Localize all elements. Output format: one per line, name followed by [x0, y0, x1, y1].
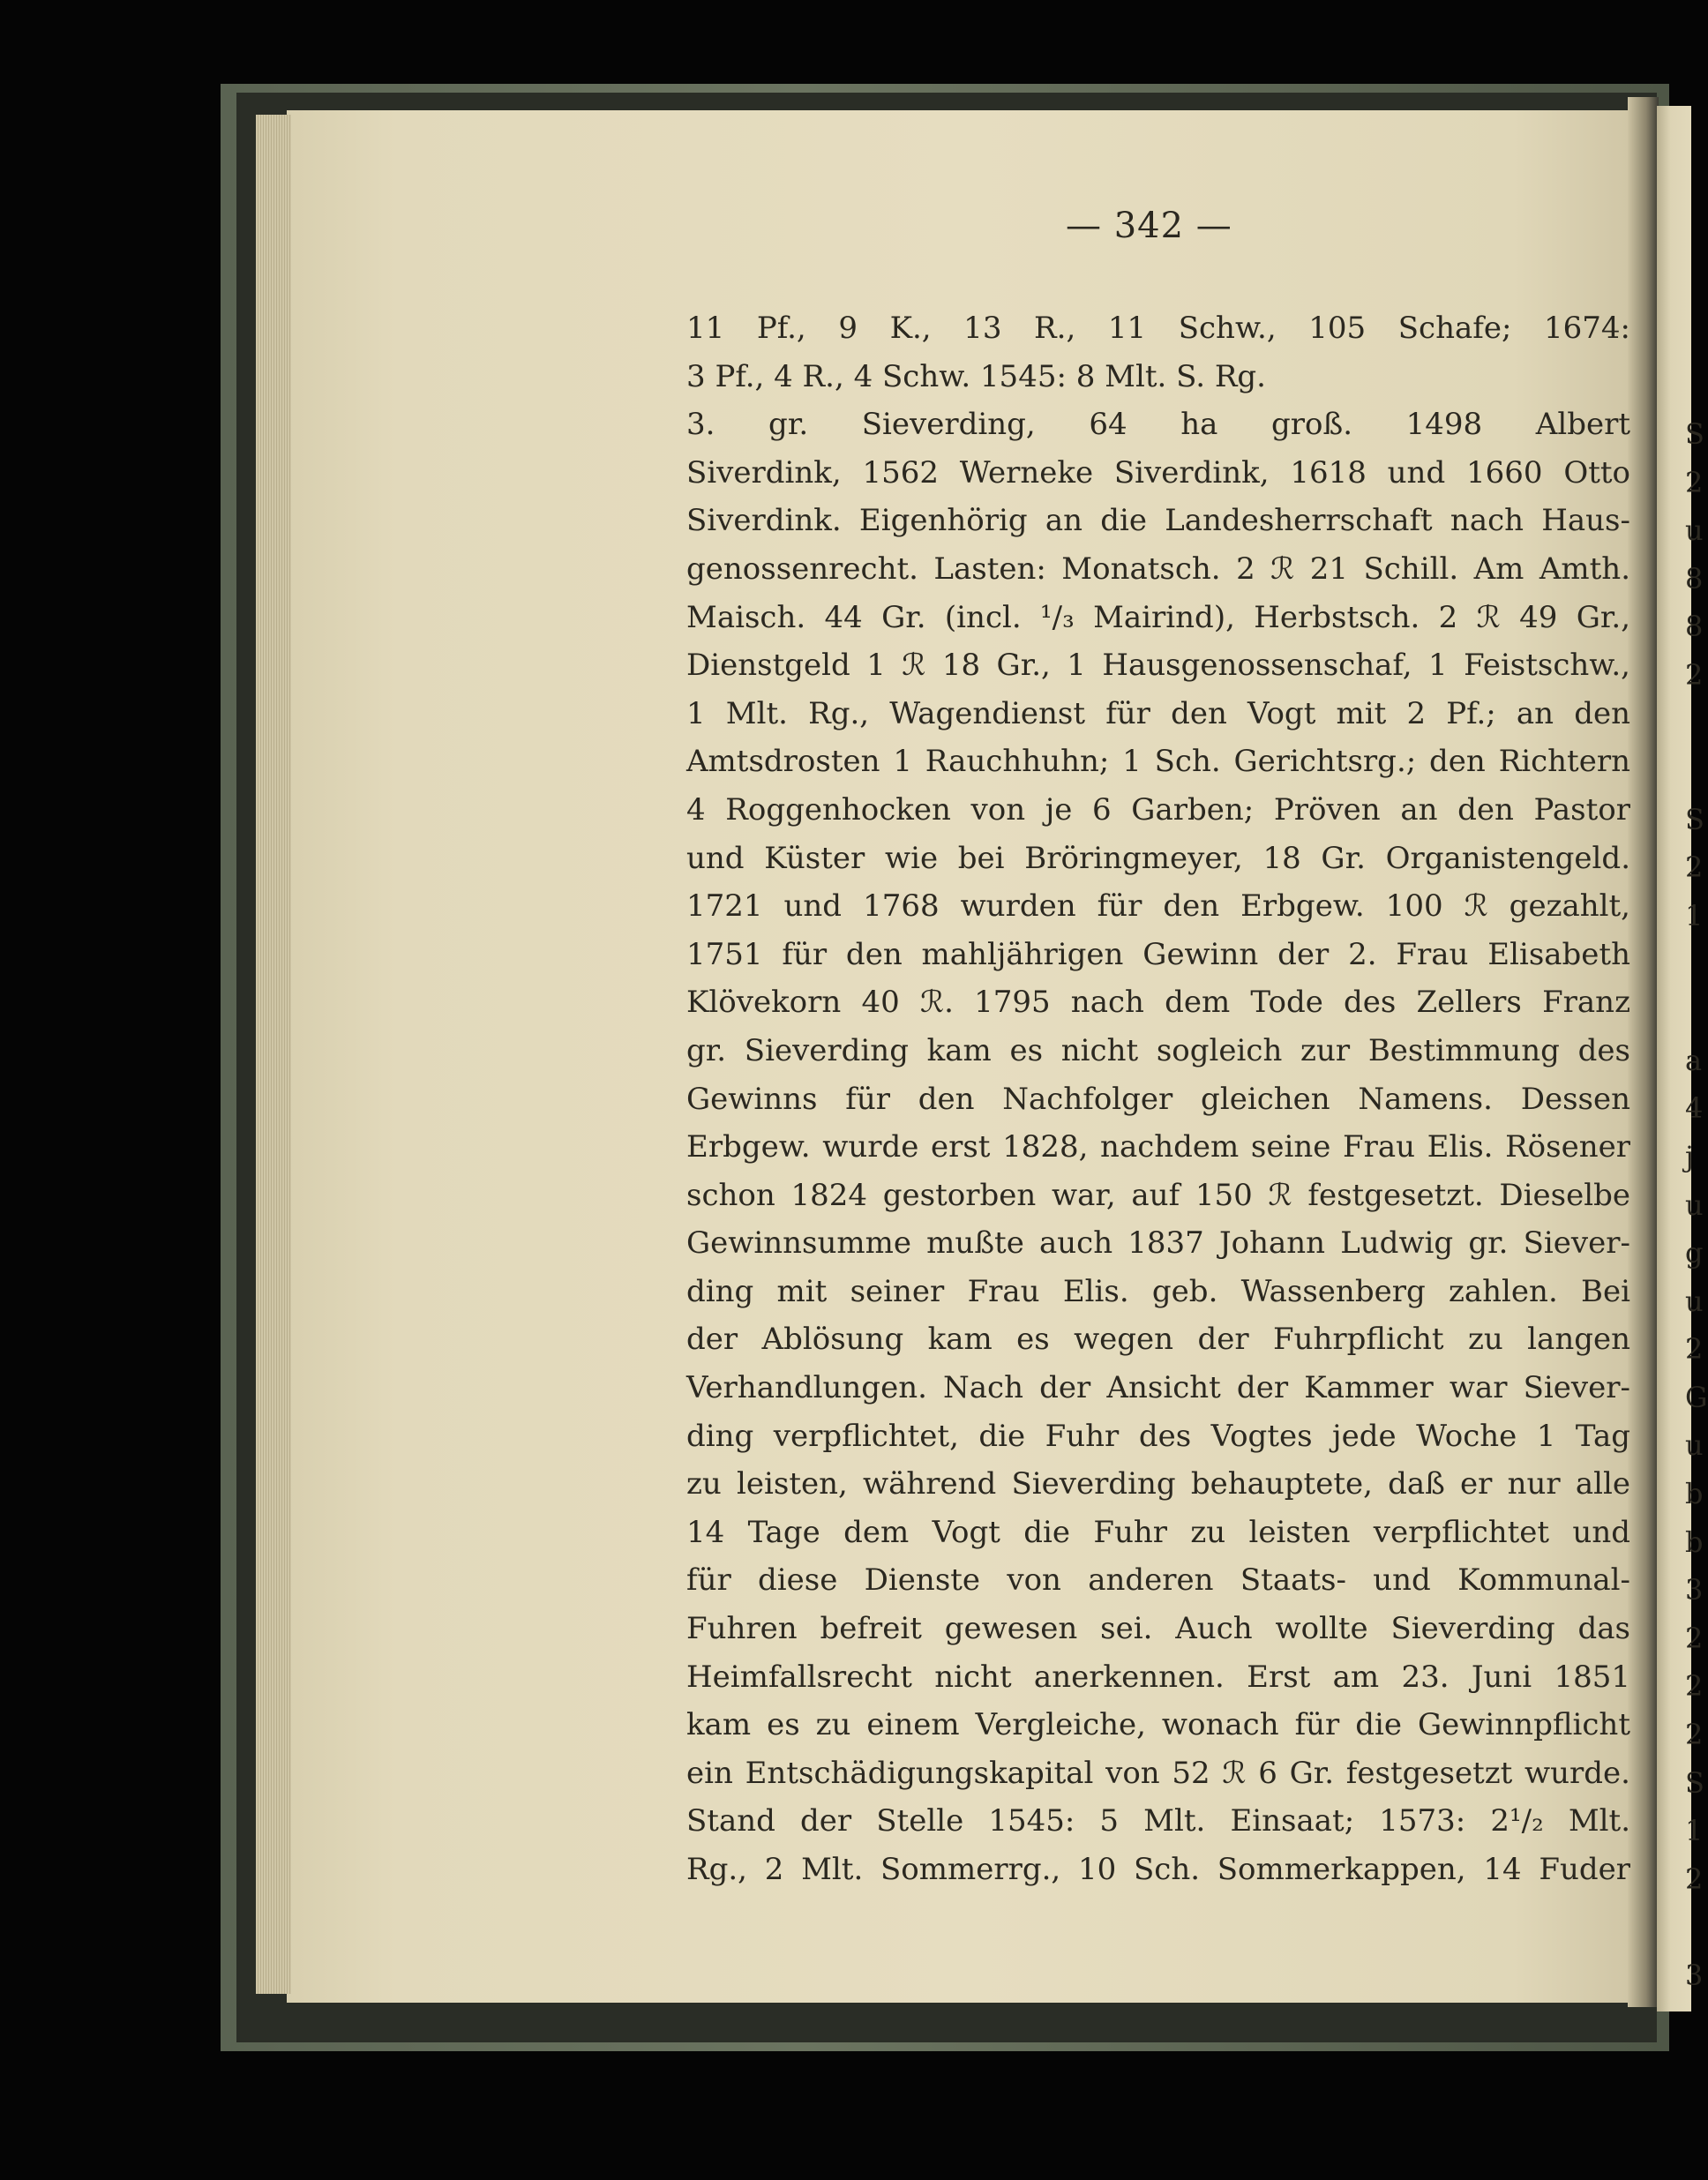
text-line: der Ablösung kam es wegen der Fuhrpflicht zu langen: [686, 1322, 1630, 1358]
right-page-line-fragment: b: [1685, 1477, 1704, 1511]
right-page-line-fragment: S: [1685, 417, 1704, 451]
right-page-line-fragment: u: [1685, 1284, 1704, 1318]
right-page-line-fragment: [1685, 747, 1708, 796]
text-line: genossenrecht. Lasten: Monatsch. 2 ℛ 21 Schill. Am Amth.: [686, 551, 1630, 587]
text-line: 1721 und 1768 wurden für den Erbgew. 100 ℛ gezahlt,: [686, 888, 1630, 925]
text-line: Siverdink. Eigenhörig an die Landesherrschaft nach Haus-: [686, 503, 1630, 539]
text-line: Klövekorn 40 ℛ. 1795 nach dem Tode des Zellers Franz: [686, 985, 1630, 1021]
text-line: 1751 für den mahljährigen Gewinn der 2. Frau Elisabeth: [686, 936, 1630, 972]
right-page-line-fragment: 2: [1685, 1718, 1704, 1752]
text-line: Erbgew. wurde erst 1828, nachdem seine Frau Elis. Rösener: [686, 1129, 1630, 1165]
text-line: 3. gr. Sieverding, 64 ha groß. 1498 Albert: [686, 407, 1630, 443]
text-line: Amtsdrosten 1 Rauchhuhn; 1 Sch. Gerichtsrg.; den Richtern: [686, 744, 1630, 780]
right-page-line-fragment: 8: [1685, 610, 1704, 644]
text-line: Gewinns für den Nachfolger gleichen Namens. Dessen: [686, 1081, 1630, 1117]
right-page-line-fragment: 8: [1685, 561, 1704, 596]
right-page-line-fragment: [1685, 988, 1708, 1037]
right-page-line-fragment: 2: [1685, 850, 1704, 885]
right-page-edge: [1657, 106, 1708, 2011]
text-line: 14 Tage dem Vogt die Fuhr zu leisten verpflichtet und: [686, 1514, 1630, 1550]
text-line: kam es zu einem Vergleiche, wonach für die Gewinnpflicht: [686, 1707, 1630, 1743]
right-page-line-fragment: 2: [1685, 1862, 1704, 1896]
right-page-line-fragment: [1685, 940, 1708, 989]
right-page-line-fragment: j: [1685, 1139, 1694, 1173]
right-page-line-fragment: b: [1685, 1525, 1704, 1559]
page-number: — 342 —: [1066, 206, 1232, 246]
text-line: und Küster wie bei Bröringmeyer, 18 Gr. Organistengeld.: [686, 840, 1630, 876]
text-line: für diese Dienste von anderen Staats- und Kommunal-: [686, 1562, 1630, 1599]
text-line: Dienstgeld 1 ℛ 18 Gr., 1 Hausgenossenschaf, 1 Feistschw.,: [686, 648, 1630, 684]
text-line: ding mit seiner Frau Elis. geb. Wassenberg zahlen. Bei: [686, 1273, 1630, 1309]
right-page-line-fragment: [1685, 1903, 1708, 1952]
right-page-line-fragment: 1: [1685, 1814, 1704, 1848]
right-page-line-fragment: u: [1685, 513, 1704, 548]
right-page-line-fragment: 2: [1685, 465, 1704, 499]
right-page-fragment: [1685, 410, 1708, 2000]
text-line: gr. Sieverding kam es nicht sogleich zur Bestimmung des: [686, 1032, 1630, 1068]
body-text: [686, 304, 1630, 1894]
text-line: ein Entschädigungskapital von 52 ℛ 6 Gr. festgesetzt wurde.: [686, 1755, 1630, 1791]
text-line: 1 Mlt. Rg., Wagendienst für den Vogt mit 2 Pf.; an den: [686, 695, 1630, 731]
right-page-line-fragment: g: [1685, 1236, 1704, 1270]
text-line: Fuhren befreit gewesen sei. Auch wollte Sieverding das: [686, 1611, 1630, 1647]
right-page-line-fragment: 2: [1685, 1621, 1704, 1655]
text-line: zu leisten, während Sieverding behauptete, daß er nur alle: [686, 1466, 1630, 1502]
right-page-line-fragment: [1685, 700, 1708, 748]
right-page-line-fragment: u: [1685, 1428, 1704, 1463]
text-line: 11 Pf., 9 K., 13 R., 11 Schw., 105 Schafe; 1674:: [686, 311, 1630, 346]
right-page-line-fragment: 3: [1685, 1573, 1704, 1607]
text-line: 3 Pf., 4 R., 4 Schw. 1545: 8 Mlt. S. Rg.: [686, 358, 1266, 394]
text-line: Heimfallsrecht nicht anerkennen. Erst am 23. Juni 1851: [686, 1659, 1630, 1695]
text-line: Verhandlungen. Nach der Ansicht der Kammer war Siever-: [686, 1370, 1630, 1406]
text-line: schon 1824 gestorben war, auf 150 ℛ festgesetzt. Dieselbe: [686, 1177, 1630, 1213]
page-edges: [256, 115, 291, 1994]
text-line: 4 Roggenhocken von je 6 Garben; Pröven an den Pastor: [686, 791, 1630, 828]
right-page-line-fragment: 2: [1685, 1669, 1704, 1704]
right-page-line-fragment: S: [1685, 802, 1704, 836]
right-page-line-fragment: a: [1685, 1043, 1703, 1077]
right-page-line-fragment: S: [1685, 1765, 1704, 1800]
right-page-line-fragment: 2: [1685, 657, 1704, 692]
text-line: Stand der Stelle 1545: 5 Mlt. Einsaat; 1573: 2¹/₂ Mlt.: [686, 1803, 1630, 1839]
text-line: Gewinnsumme mußte auch 1837 Johann Ludwig gr. Siever-: [686, 1225, 1630, 1262]
text-line: ding verpflichtet, die Fuhr des Vogtes jede Woche 1 Tag: [686, 1418, 1630, 1454]
right-page-line-fragment: 1: [1685, 898, 1704, 933]
book-gutter: [1628, 97, 1659, 2007]
right-page-line-fragment: u: [1685, 1187, 1704, 1222]
text-line: Siverdink, 1562 Werneke Siverdink, 1618 und 1660 Otto: [686, 454, 1630, 491]
text-line: Maisch. 44 Gr. (incl. ¹/₃ Mairind), Herbstsch. 2 ℛ 49 Gr.,: [686, 599, 1630, 635]
right-page-line-fragment: 2: [1685, 1332, 1704, 1367]
right-page-line-fragment: 4: [1685, 1091, 1704, 1126]
right-page-line-fragment: 3: [1685, 1959, 1704, 1992]
right-page-line-fragment: G: [1685, 1380, 1708, 1414]
text-line: Rg., 2 Mlt. Sommerrg., 10 Sch. Sommerkappen, 14 Fuder: [686, 1852, 1630, 1887]
